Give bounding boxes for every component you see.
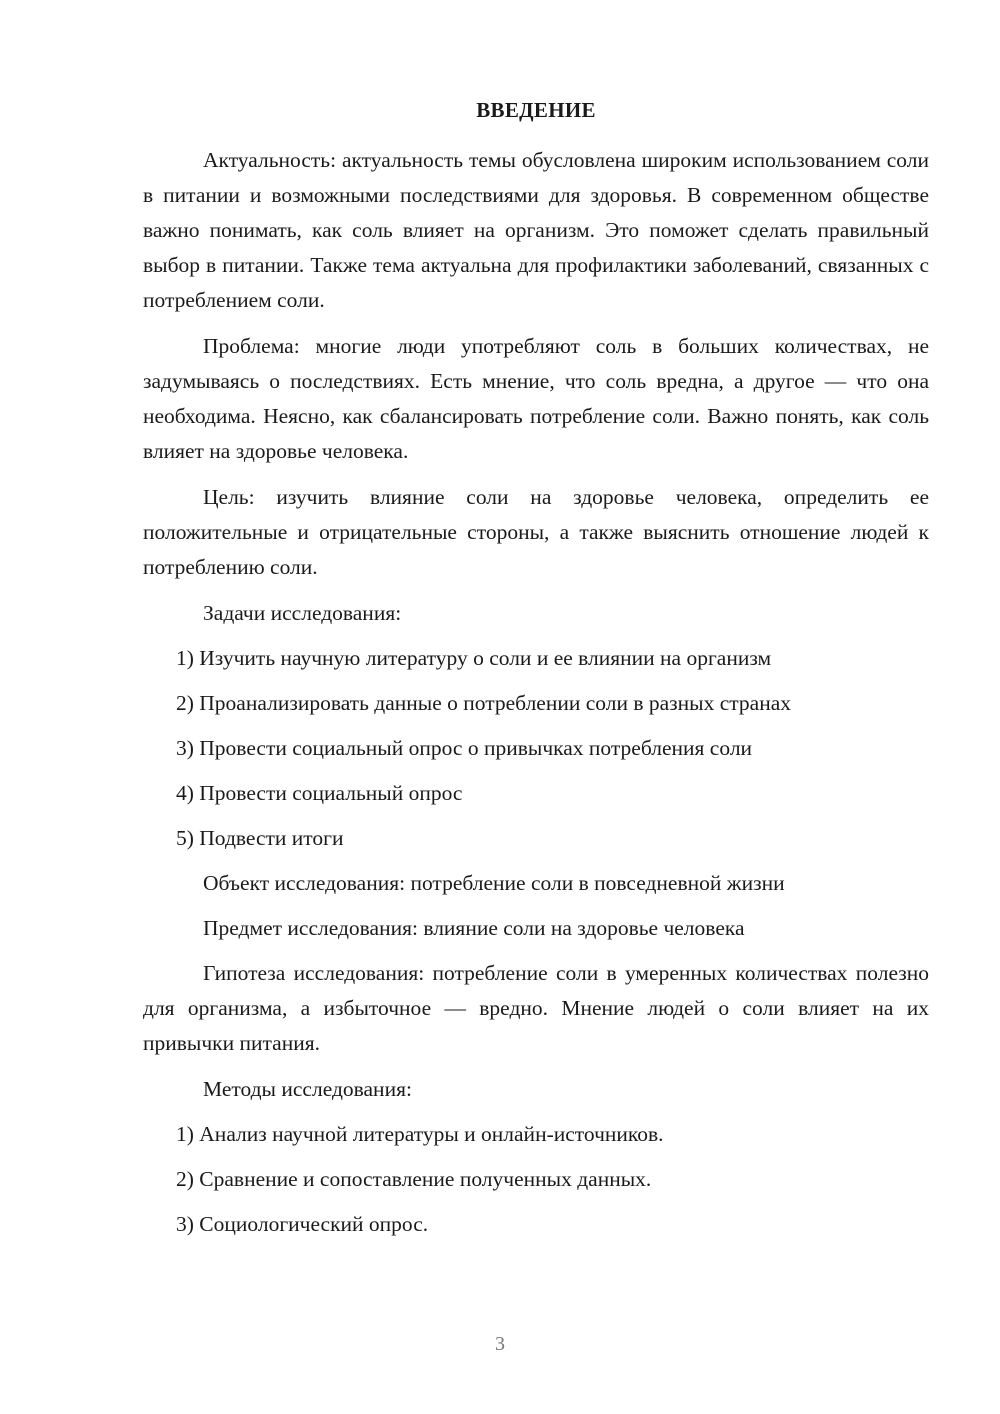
research-subject: Предмет исследования: влияние соли на здоровье человека [203, 916, 745, 940]
hypothesis-paragraph: Гипотеза исследования: потребление соли в умеренных количествах полезно для организма, а избыточное — вредно. Мнение людей о соли влияет на их привычки питания. [143, 961, 929, 1055]
task-item: 4) Провести социальный опрос [176, 781, 463, 805]
page-number: 3 [495, 1333, 505, 1355]
methods-heading: Методы исследования: [203, 1077, 412, 1101]
task-item: 3) Провести социальный опрос о привычках потребления соли [176, 736, 753, 760]
tasks-heading: Задачи исследования: [203, 601, 402, 625]
page-title: ВВЕДЕНИЕ [476, 98, 596, 122]
method-item: 3) Социологический опрос. [176, 1212, 429, 1236]
task-item: 5) Подвести итоги [176, 826, 344, 850]
method-item: 1) Анализ научной литературы и онлайн-источников. [176, 1122, 664, 1146]
relevance-paragraph: Актуальность: актуальность темы обусловлена широким использованием соли в питании и возможными последствиями для здоровья. В современном обществе важно понимать, как соль влияет на организм. Это поможет сделать правильный выбор в питании. Также тема актуальна для профилактики заболеваний, связанных с потреблением соли. [143, 148, 929, 312]
method-item: 2) Сравнение и сопоставление полученных данных. [176, 1167, 652, 1191]
document-page [143, 96, 929, 1252]
research-object: Объект исследования: потребление соли в повседневной жизни [203, 871, 785, 895]
task-item: 1) Изучить научную литературу о соли и ее влиянии на организм [176, 646, 772, 670]
problem-paragraph: Проблема: многие люди употребляют соль в больших количествах, не задумываясь о последствиях. Есть мнение, что соль вредна, а другое — что она необходима. Неясно, как сбалансировать потребление соли. Важно понять, как соль влияет на здоровье человека. [143, 334, 929, 463]
task-item: 2) Проанализировать данные о потреблении соли в разных странах [176, 691, 792, 715]
goal-paragraph: Цель: изучить влияние соли на здоровье человека, определить ее положительные и отрицательные стороны, а также выяснить отношение людей к потреблению соли. [143, 485, 929, 579]
